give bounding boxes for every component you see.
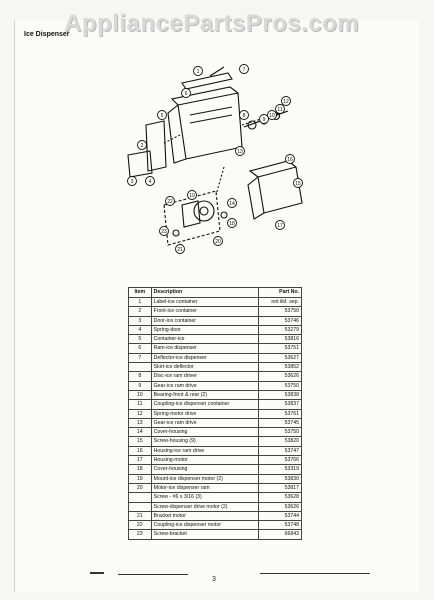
table-row [129, 344, 302, 353]
table-row [129, 483, 302, 492]
table-row [129, 493, 302, 502]
table-row [129, 363, 302, 372]
row-part-no: 53744 [258, 511, 301, 520]
table-row [129, 353, 302, 362]
table-row [129, 298, 302, 307]
row-description: Spring-motor drive [151, 409, 258, 418]
row-item: 14 [129, 428, 152, 437]
table-row [129, 325, 302, 334]
section-title: Ice Dispenser [24, 31, 70, 38]
row-item: 17 [129, 456, 152, 465]
row-part-no: 53626 [258, 502, 301, 511]
table-row [129, 511, 302, 520]
row-description: Housing-motor [151, 456, 258, 465]
row-part-no: 53628 [258, 493, 301, 502]
row-part-no: 53852 [258, 363, 301, 372]
header-part-no: Part No. [258, 288, 301, 298]
callout-15: 15 [295, 181, 301, 187]
parts-table-body [129, 298, 302, 540]
callout-9: 9 [262, 117, 266, 123]
row-description: Screw-dispenser drive motor (2) [151, 502, 258, 511]
row-description: Label-ice container [151, 298, 258, 307]
row-description: Cover-housing [151, 465, 258, 474]
callout-11: 11 [277, 107, 283, 113]
row-item [129, 363, 152, 372]
row-item: 2 [129, 307, 152, 316]
row-part-no: 53747 [258, 446, 301, 455]
row-item: 13 [129, 418, 152, 427]
row-item: 12 [129, 409, 152, 418]
scan-artifact [260, 573, 370, 574]
row-part-no: 53745 [258, 418, 301, 427]
table-row [129, 530, 302, 539]
callout-4: 4 [148, 179, 152, 185]
row-description: Screw-bracket [151, 530, 258, 539]
row-description: Front-ice container [151, 307, 258, 316]
callout-23: 23 [161, 229, 167, 235]
callout-16: 16 [287, 157, 293, 163]
row-description: Screw - #6 x 3/16 (3) [151, 493, 258, 502]
table-row [129, 428, 302, 437]
table-row [129, 521, 302, 530]
callout-5: 5 [160, 113, 164, 119]
row-part-no: 53279 [258, 325, 301, 334]
row-item: 4 [129, 325, 152, 334]
table-row [129, 418, 302, 427]
header-description: Description [151, 288, 258, 298]
callout-22: 22 [167, 199, 173, 205]
row-item [129, 493, 152, 502]
callout-13: 13 [237, 149, 243, 155]
scan-artifact [90, 572, 104, 574]
table-row [129, 437, 302, 446]
page-number: 3 [212, 576, 216, 583]
row-item: 9 [129, 381, 152, 390]
callout-12: 12 [283, 99, 289, 105]
row-description: Coupling-ice dispenser container [151, 400, 258, 409]
row-description: Housing-ice ram drive [151, 446, 258, 455]
row-item: 10 [129, 390, 152, 399]
callout-20: 20 [215, 239, 221, 245]
table-row [129, 409, 302, 418]
callout-2: 2 [140, 143, 144, 149]
table-row [129, 456, 302, 465]
row-part-no: 53319 [258, 465, 301, 474]
callout-21: 21 [177, 247, 183, 253]
row-part-no: 53750 [258, 381, 301, 390]
row-part-no: 53748 [258, 521, 301, 530]
callout-8: 8 [242, 113, 246, 119]
row-part-no: 53838 [258, 390, 301, 399]
watermark: AppliancePartsPros.com [64, 10, 360, 37]
row-part-no: not ilid. sep. [258, 298, 301, 307]
table-row [129, 400, 302, 409]
table-header-row [129, 288, 302, 298]
callout-3: 3 [130, 179, 134, 185]
table-row [129, 381, 302, 390]
row-description: Cover-housing [151, 428, 258, 437]
table-row [129, 474, 302, 483]
row-description: Mount-ice dispenser motor (2) [151, 474, 258, 483]
table-row [129, 316, 302, 325]
row-part-no: 53816 [258, 335, 301, 344]
row-part-no: 53746 [258, 316, 301, 325]
row-part-no: 53817 [258, 483, 301, 492]
row-part-no: 53627 [258, 353, 301, 362]
row-item: 11 [129, 400, 152, 409]
row-item: 1 [129, 298, 152, 307]
row-description: Bearing-front & rear (2) [151, 390, 258, 399]
table-row [129, 307, 302, 316]
exploded-parts-diagram [120, 55, 320, 275]
row-description: Deflector-ice dispenser [151, 353, 258, 362]
row-item: 3 [129, 316, 152, 325]
row-part-no: 53751 [258, 344, 301, 353]
row-item: 8 [129, 372, 152, 381]
row-part-no: 53761 [258, 409, 301, 418]
row-description: Gear-ice ram drive [151, 418, 258, 427]
row-part-no: 53820 [258, 437, 301, 446]
table-row [129, 335, 302, 344]
parts-list-table [128, 287, 302, 540]
row-description: Coupling-ice dispenser motor [151, 521, 258, 530]
row-part-no: 53766 [258, 456, 301, 465]
row-description: Door-ice container [151, 316, 258, 325]
row-part-no: 53750 [258, 307, 301, 316]
row-description: Screw-housing (9) [151, 437, 258, 446]
row-item: 23 [129, 530, 152, 539]
row-description: Ram-ice dispenser [151, 344, 258, 353]
row-item: 7 [129, 353, 152, 362]
callout-14: 14 [229, 201, 235, 207]
row-item: 15 [129, 437, 152, 446]
row-part-no: 66843 [258, 530, 301, 539]
callout-17: 17 [277, 223, 283, 229]
callout-6: 6 [184, 91, 188, 97]
row-description: Bracket motor [151, 511, 258, 520]
row-item: 5 [129, 335, 152, 344]
callout-19: 19 [189, 193, 195, 199]
row-part-no: 53830 [258, 474, 301, 483]
row-description: Gear-ice ram drive [151, 381, 258, 390]
row-item: 16 [129, 446, 152, 455]
callout-1: 1 [196, 69, 200, 75]
row-part-no: 53750 [258, 428, 301, 437]
header-item: Item [129, 288, 152, 298]
row-part-no: 53837 [258, 400, 301, 409]
table-row [129, 372, 302, 381]
row-item: 20 [129, 483, 152, 492]
row-description: Skirt-ice deflector [151, 363, 258, 372]
row-part-no: 53626 [258, 372, 301, 381]
callout-18: 18 [229, 221, 235, 227]
row-description: Disc-ice ram driver [151, 372, 258, 381]
row-description: Container-ice [151, 335, 258, 344]
row-item: 6 [129, 344, 152, 353]
table-row [129, 502, 302, 511]
table-row [129, 390, 302, 399]
row-description: Spring-door [151, 325, 258, 334]
row-item: 21 [129, 511, 152, 520]
row-item: 18 [129, 465, 152, 474]
table-row [129, 446, 302, 455]
row-item: 19 [129, 474, 152, 483]
row-item: 22 [129, 521, 152, 530]
callout-7: 7 [242, 67, 246, 73]
row-item [129, 502, 152, 511]
row-description: Motor-ice dispenser ram [151, 483, 258, 492]
scan-artifact [118, 574, 188, 575]
callout-10: 10 [269, 113, 275, 119]
table-row [129, 465, 302, 474]
